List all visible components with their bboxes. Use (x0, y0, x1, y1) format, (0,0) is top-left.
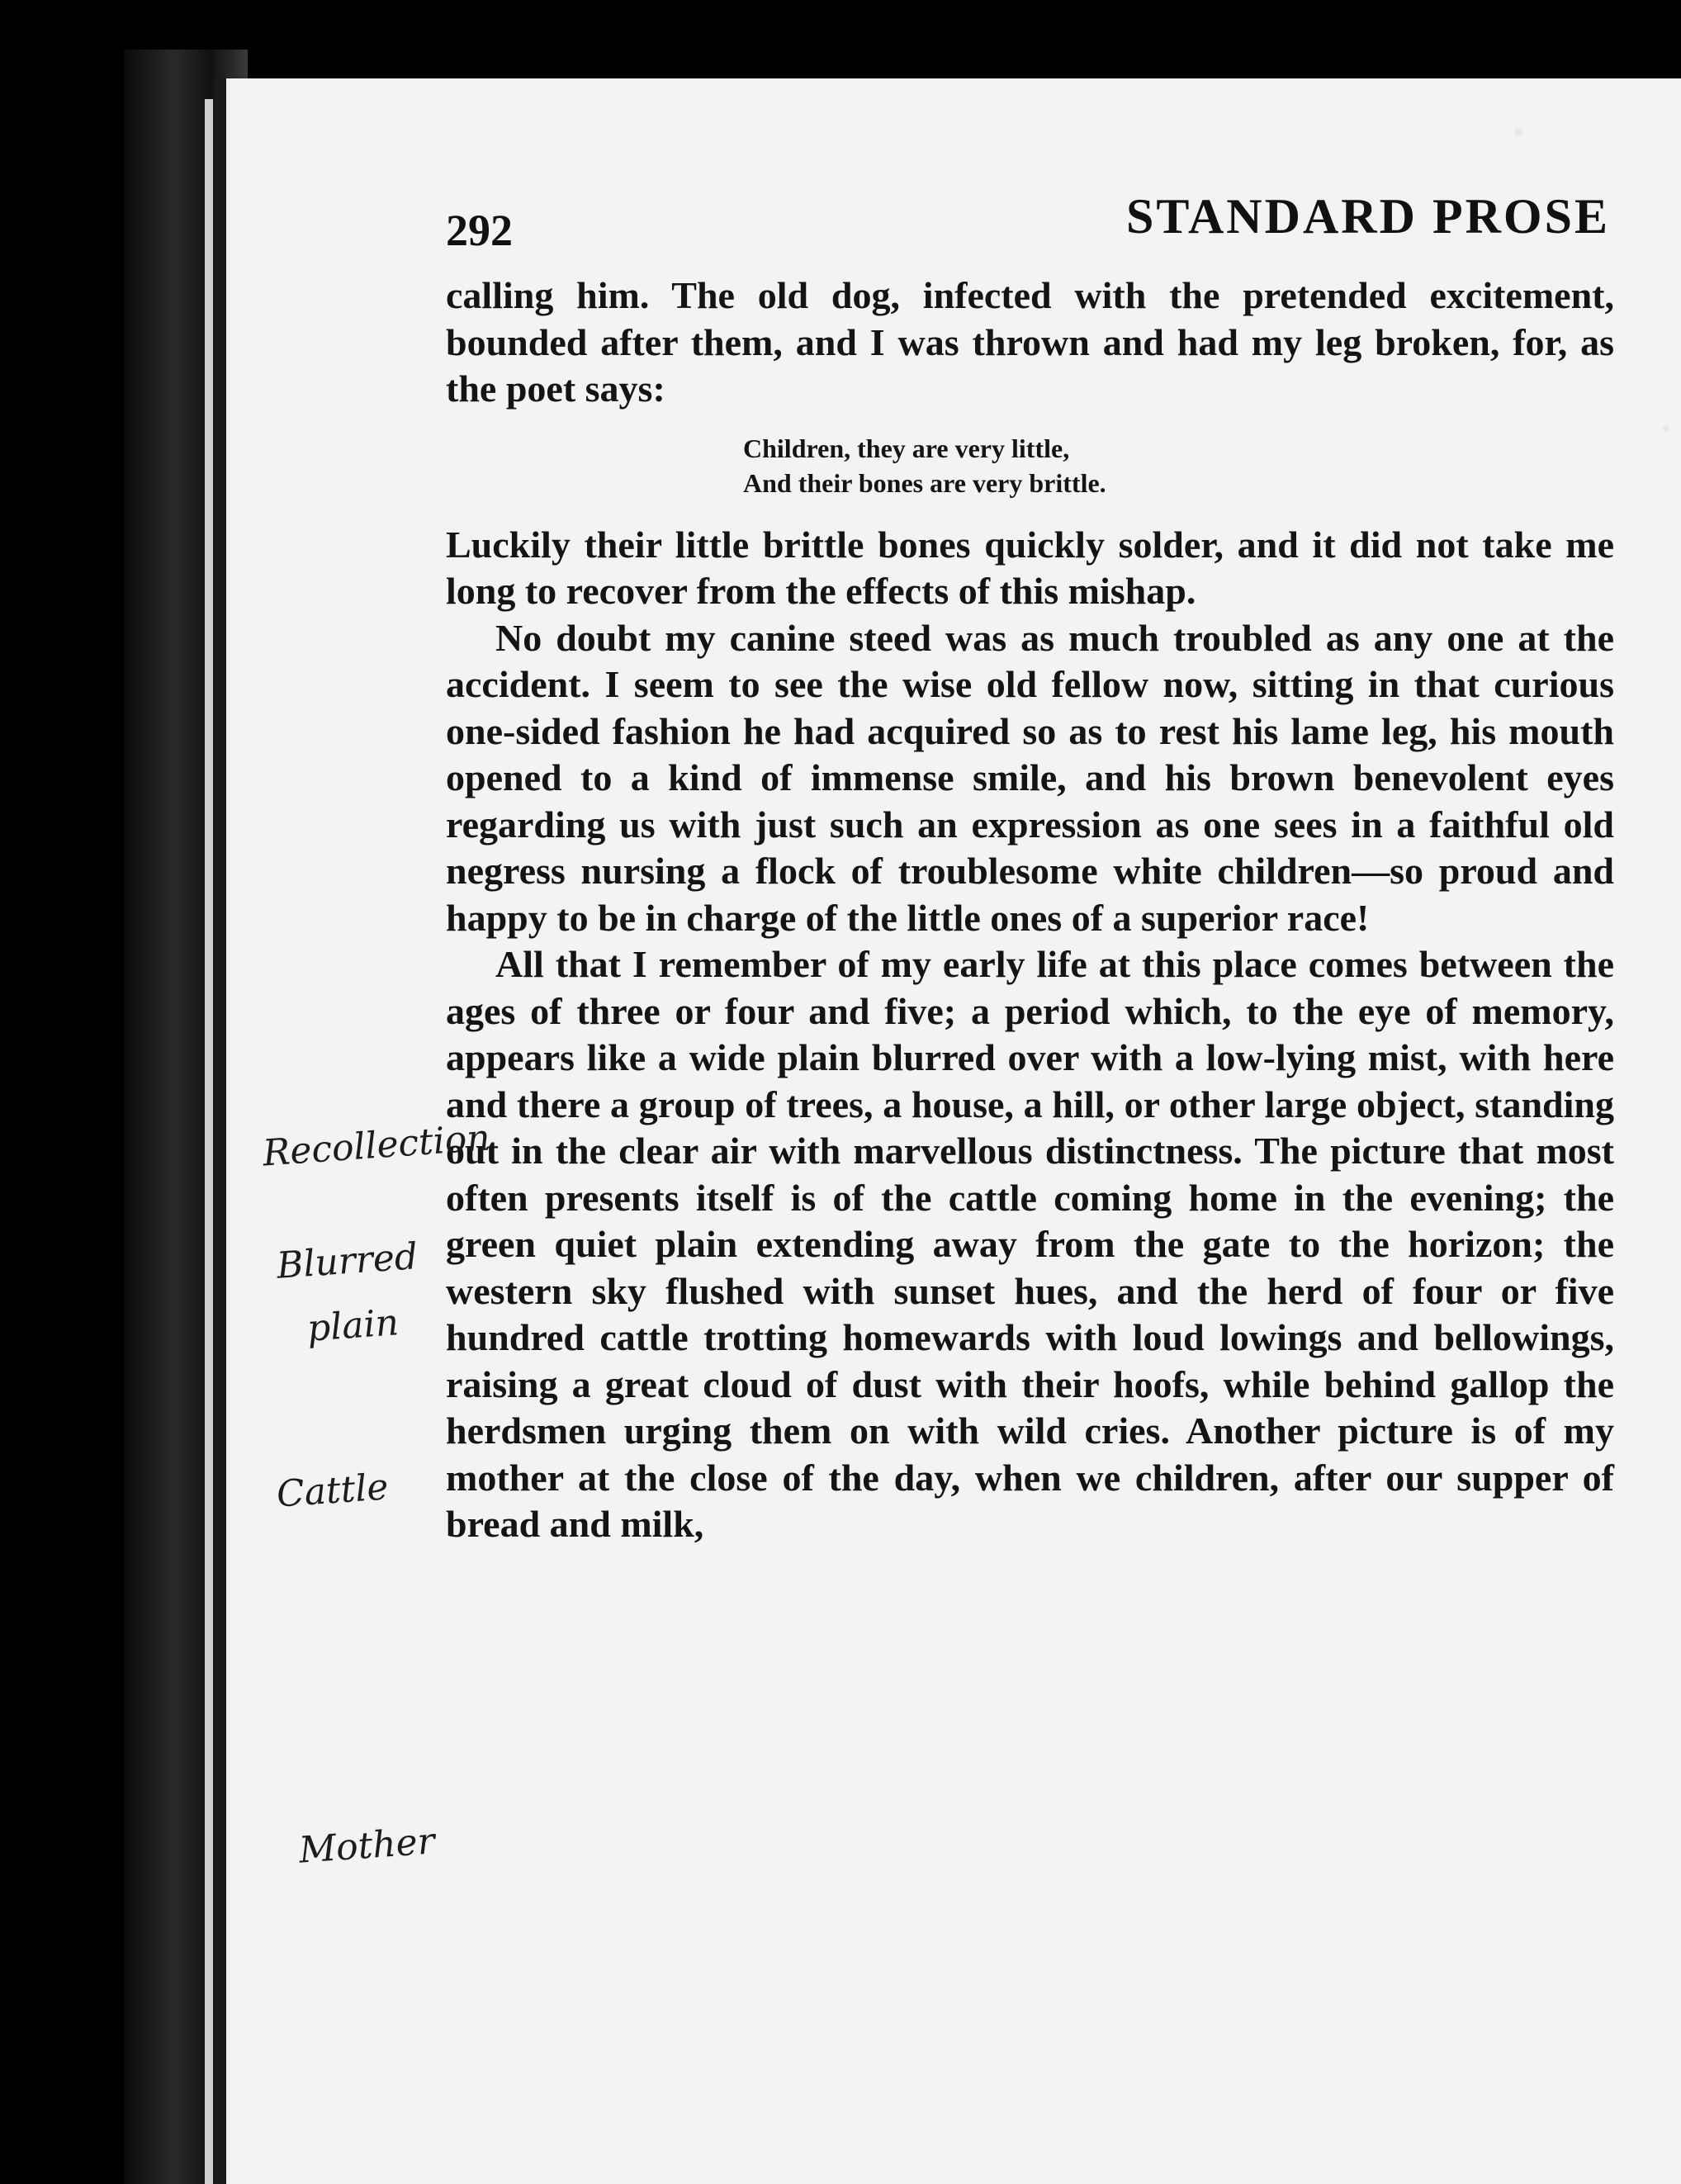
paragraph-4: All that I remember of my early life at this place comes between the ages of three or four and five; a period which, to the eye of memory, appears like a wide plain blurred over with a low-lying mist, with here and there a group of trees, a house, a hill, or other large object, standing out in the clear air with marvellous distinctness. The picture that most often presents itself is of the cattle coming home in the evening; the green quiet plain extending away from the gate to the horizon; the western sky flushed with sunset hues, and the herd of four or five hundred cattle trotting homewards with loud lowings and bellowings, raising a great cloud of dust with their hoofs, while behind gallop the herdsmen urging them on with wild cries. Another picture is of my mother at the close of the day, when we children, after our supper of bread and milk, (446, 943, 1614, 1545)
paragraph-2: Luckily their little brittle bones quickly solder, and it did not take me long to recover from the effects of this mishap. (446, 523, 1614, 612)
running-head: STANDARD PROSE (1126, 189, 1610, 244)
margin-note-plain: plain (305, 1301, 400, 1350)
margin-note-blurred: Blurred (275, 1235, 419, 1287)
margin-note-recollection: Recollection (261, 1116, 492, 1175)
verse-quote (446, 431, 1614, 500)
paragraph-1: calling him. The old dog, infected with the pretended excitement, bounded after them, and I was thrown and had my leg broken, for, as the poet says: (446, 274, 1614, 410)
verse-line-2: And their bones are very brittle. (743, 467, 1106, 498)
margin-note-mother: Mother (297, 1820, 437, 1872)
page-header (446, 188, 1610, 254)
page-edge (205, 99, 213, 2184)
paper-speck (1514, 128, 1522, 136)
verse-line-1: Children, they are very little, (743, 433, 1070, 463)
margin-note-cattle: Cattle (275, 1466, 390, 1516)
paragraph-3: No doubt my canine steed was as much troubled as any one at the accident. I seem to see the wise old fellow now, sitting in that curious one-sided fashion he had acquired so as to rest his lame leg, his mouth opened to a kind of immense smile, and his brown benevolent eyes regarding us with just such an expression as one sees in a faithful old negress nursing a flock of troublesome white children—so proud and happy to be in charge of the little ones of a superior race! (446, 616, 1614, 939)
paper-speck (1663, 425, 1669, 432)
body-text (446, 272, 1614, 1548)
page-number: 292 (446, 206, 513, 255)
